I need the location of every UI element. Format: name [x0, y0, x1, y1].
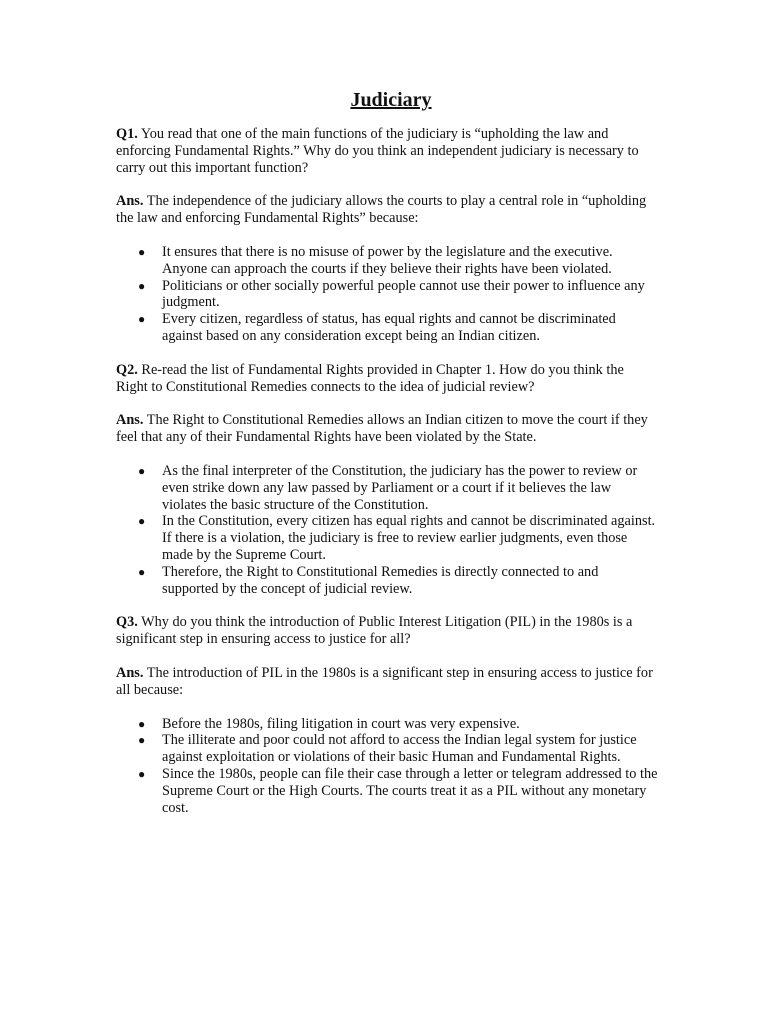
answer-2	[116, 412, 658, 446]
qa-section-1	[116, 126, 658, 345]
bullet-icon: ●	[138, 716, 146, 731]
answer-text: The Right to Constitutional Remedies allows an Indian citizen to move the court if they feel that any of their Fundamental Rights have been violated by the State.	[116, 412, 648, 446]
list-item-text: In the Constitution, every citizen has equal rights and cannot be discriminated against. If there is a violation, the judiciary is free to review earlier judgments, even those made by the Supreme Court.	[162, 513, 656, 563]
question-text: Re-read the list of Fundamental Rights provided in Chapter 1. How do you think the Right to Constitutional Remedies connects to the idea of judicial review?	[116, 361, 624, 395]
question-label: Q2.	[116, 361, 138, 378]
bullet-icon: ●	[138, 244, 146, 259]
list-item-text: The illiterate and poor could not afford to access the Indian legal system for justice against exploitation or violations of their basic Human and Fundamental Rights.	[162, 732, 637, 766]
answer-label: Ans.	[116, 193, 144, 210]
bullet-icon: ●	[138, 564, 146, 579]
question-text: Why do you think the introduction of Public Interest Litigation (PIL) in the 1980s is a significant step in ensuring access to justice for all?	[116, 614, 633, 648]
list-item-text: Before the 1980s, filing litigation in court was very expensive.	[162, 715, 520, 732]
list-item	[116, 463, 658, 513]
answer-1	[116, 193, 658, 227]
question-label: Q1.	[116, 126, 138, 142]
list-item	[116, 311, 658, 345]
list-item-text: Politicians or other socially powerful people cannot use their power to influence any judgment.	[162, 277, 645, 311]
bullet-icon: ●	[138, 312, 146, 327]
bullet-icon: ●	[138, 766, 146, 781]
bullet-list	[116, 463, 658, 597]
list-item-text: Since the 1980s, people can file their case through a letter or telegram addressed to the Supreme Court or the High Courts. The courts treat it as a PIL without any monetary cost.	[162, 765, 658, 816]
answer-text: The independence of the judiciary allows the courts to play a central role in “upholding the law and enforcing Fundamental Rights” because:	[116, 193, 647, 227]
answer-text: The introduction of PIL in the 1980s is a significant step in ensuring access to justice for all because:	[116, 664, 653, 698]
answer-label: Ans.	[116, 664, 144, 681]
bullet-icon: ●	[138, 278, 146, 293]
list-item	[116, 766, 658, 816]
list-item	[116, 564, 658, 598]
qa-section-2	[116, 362, 658, 598]
list-item	[116, 244, 658, 278]
bullet-icon: ●	[138, 514, 146, 529]
answer-label: Ans.	[116, 412, 144, 429]
list-item-text: It ensures that there is no misuse of power by the legislature and the executive. Anyone can approach the courts if they believe their rights have been violated.	[162, 243, 613, 277]
list-item	[116, 732, 658, 766]
bullet-icon: ●	[138, 463, 146, 478]
question-text: You read that one of the main functions of the judiciary is “upholding the law and enforcing Fundamental Rights.” Why do you think an independent judiciary is necessary to carry out this important function?	[116, 126, 639, 176]
list-item-text: Every citizen, regardless of status, has equal rights and cannot be discriminated against based on any consideration except being an Indian citizen.	[162, 311, 616, 344]
question-label: Q3.	[116, 614, 138, 631]
list-item	[116, 513, 658, 563]
question-1	[116, 126, 658, 176]
list-item-text: Therefore, the Right to Constitutional Remedies is directly connected to and supported by the concept of judicial review.	[162, 563, 599, 597]
list-item	[116, 278, 658, 312]
list-item	[116, 716, 658, 733]
page-title: Judiciary	[350, 89, 432, 111]
list-item-text: As the final interpreter of the Constitution, the judiciary has the power to review or even strike down any law passed by Parliament or a court if it believes the law violates the basic structure of the Constitution.	[162, 462, 638, 513]
question-3	[116, 614, 658, 648]
qa-section-3	[116, 614, 658, 816]
question-2	[116, 362, 658, 396]
answer-3	[116, 665, 658, 699]
bullet-list	[116, 716, 658, 817]
bullet-list	[116, 244, 658, 345]
bullet-icon: ●	[138, 733, 146, 748]
